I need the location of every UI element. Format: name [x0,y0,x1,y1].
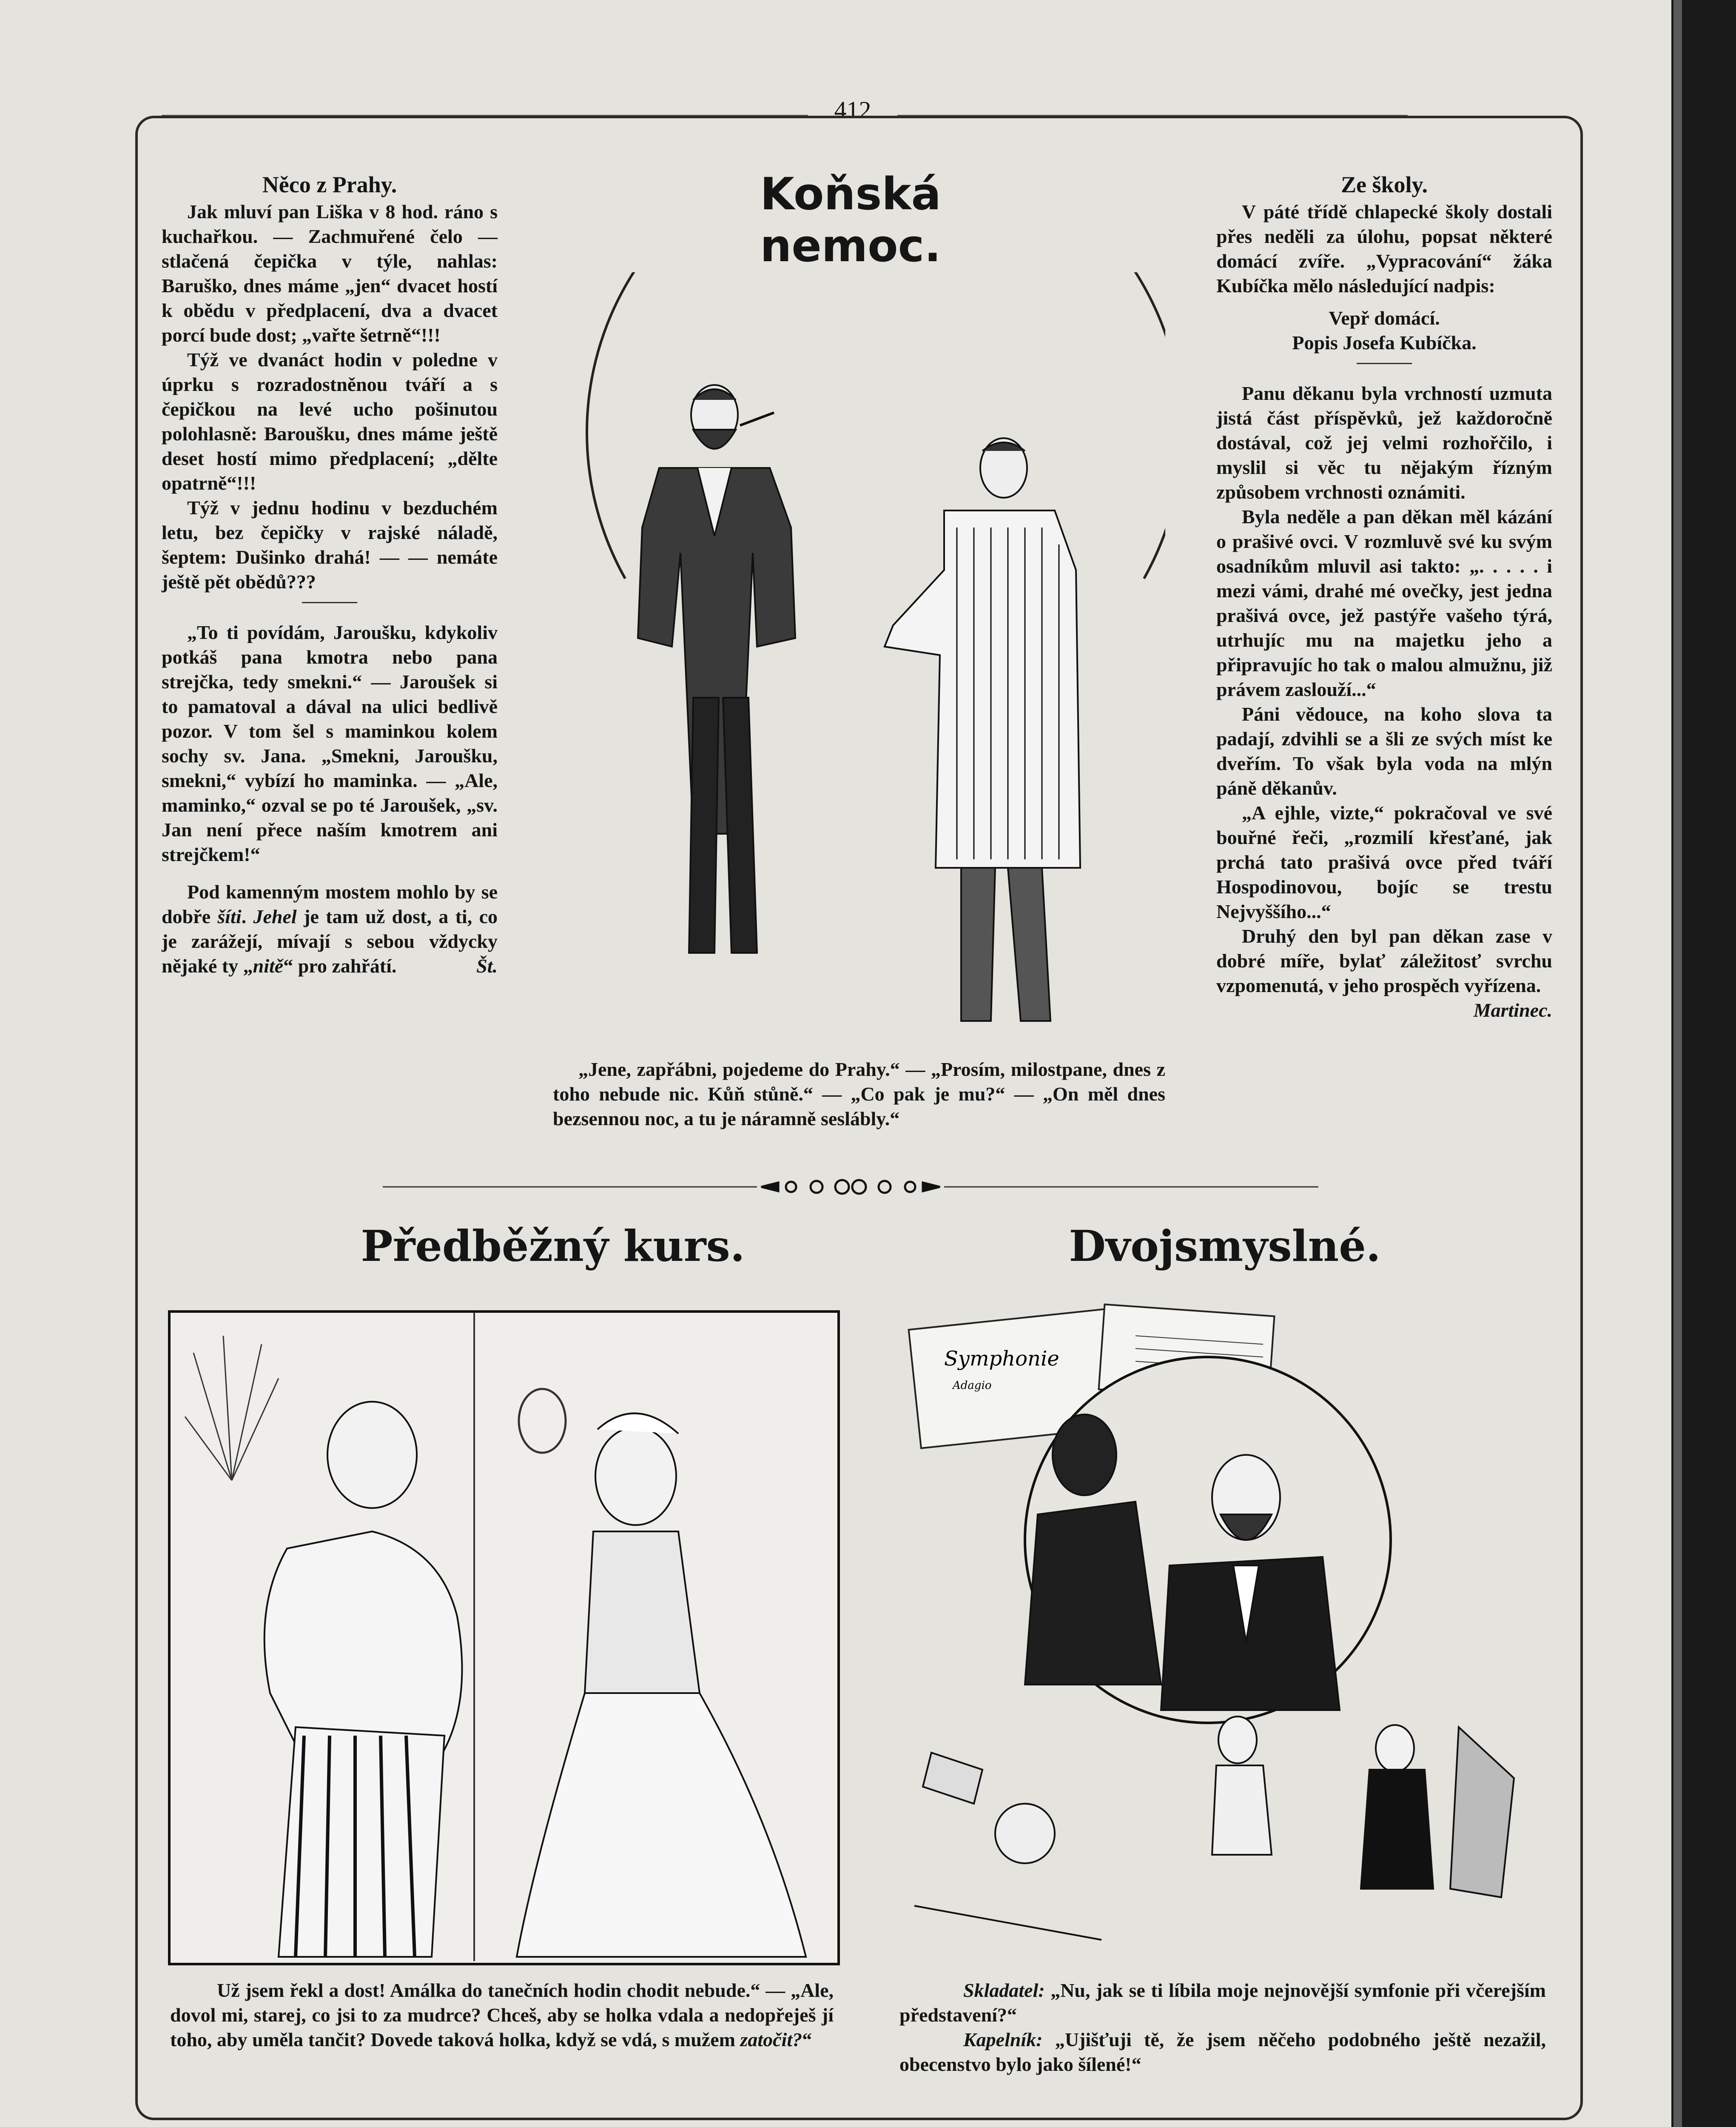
man-left [638,385,795,953]
right-paragraph: „A ejhle, vizte,“ pokračoval ve své bouřné řeči, „rozmilí křesťané, jak prchá tato prašivá ovce před tváří Hospodinovou, bojíc se trestu Nejvyššího...“ [1216,802,1552,922]
score-sublabel: Adagio [953,1379,992,1392]
bottom-right-caption [899,1978,1546,2077]
right-intro: V páté třídě chlapecké školy dostali přes neděli za úlohu, popsat některé domácí zvíře. „Vypracování“ žáka Kubíčka mělo následující nadpis: [1216,201,1552,297]
text-run: Už jsem řekl a dost! Amálka do tanečních hodin chodit nebude.“ — „Ale, dovol mi, starej, co jsi to za mudrce? Chceš, aby se holka vdala a nedopřeješ jí toho, aby uměla tančit? Dovede taková holka, když se vdá, s mužem [170,1979,834,2050]
text-run: “ pro zahřátí. [283,955,397,977]
dialog-line [899,1978,1546,2027]
essay-byline: Popis Josefa Kubíčka. [1292,332,1477,354]
center-title: Koňská nemoc. [760,168,941,272]
illustration-composer [897,1302,1548,1965]
speaker-label: Kapelník: [963,2029,1043,2050]
text-run: Druhý den byl pan děkan zase v dobré míře, bylať záležitosť svrchu vzpomenutá, v jeho prospěch vyřízena. [1216,925,1552,996]
score-label: Symphonie [944,1347,1059,1371]
left-paragraph: Jak mluví pan Liška v 8 hod. ráno s kuchařkou. — Zachmuřené čelo — stlačená čepička v týle, nahlas: Baruško, dnes máme „jen“ dvacet hostí k obědu v předplacení, dva a dvacet porcí bude dost; „vařte šetrně“!!! [162,201,498,346]
text-run: Pod kamenným mostem mohlo by se dobře [162,881,498,927]
right-paragraph [1216,924,1552,1021]
illustration-two-men [553,272,1165,1038]
text-run: je tam už dost, a ti, co je zarážejí, mívají s sebou vždycky nějaké ty „ [162,906,498,977]
illustration-couple [168,1310,840,1965]
right-column [1216,172,1552,1023]
page-number: 412 [834,96,871,124]
right-paragraph: Byla neděle a pan děkan měl kázání o prašivé ovci. V rozmluvě své ku svým osadníkům mluvil asi takto: „. . . . . i mezi vámi, drahé mé ovečky, jest jedna prašivá ovce, jež pastýře vašeho týrá, utrhujíc mu na majetku jeho a připravujíc ho tak o malou almužnu, již právem zaslouží...“ [1216,506,1552,700]
man-right [885,438,1080,1021]
separator-rule [1357,363,1412,364]
italic-run: šíti [217,906,242,927]
right-paragraph: Páni vědouce, na koho slova ta padají, zdvihli se a šli ze svých míst ke dveřím. To však byla voda na mlýn páně děkanův. [1216,703,1552,799]
left-paragraph: Týž v jednu hodinu v bezduchém letu, bez čepičky v rajské náladě, šeptem: Dušinko drahá! — — nemáte ještě pět obědů??? [162,497,498,593]
separator-rule [302,602,357,603]
dialog-line [899,2027,1546,2077]
text-run: “ [802,2029,812,2050]
right-heading: Ze školy. [1340,172,1428,197]
scan-edge-inner [1673,0,1682,2127]
bottom-right-title: Dvojsmyslné. [1069,1221,1381,1271]
left-heading: Něco z Prahy. [262,172,397,197]
center-caption: „Jene, zapřábni, pojedeme do Prahy.“ — „Prosím, milostpane, dnes z toho nebude nic. Kůň stůně.“ — „Co pak je mu?“ — „On měl dnes bezsennou noc, a tu je náramně seslábly.“ [553,1058,1165,1129]
right-paragraph: Panu děkanu byla vrchností uzmuta jistá část příspěvků, jež každoročně dostával, což jej velmi rozhořčilo, i myslil si věc tu nějakým řízným způsobem vrchnosti oznámiti. [1216,382,1552,503]
left-paragraph-bridge [162,880,498,978]
text-run: . [241,906,253,927]
text-run: „Nu, jak se ti líbila moje nejnovější symfonie při včerejším představení?“ [899,1979,1546,2026]
ornament-divider [383,1178,1318,1195]
speaker-label: Skladatel: [963,1979,1045,2001]
text-run: „Ujišťuji tě, že jsem něčeho podobného ještě nezažil, obecenstvo bylo jako šílené!“ [899,2029,1546,2075]
left-paragraph: „To ti povídám, Jaroušku, kdykoliv potkáš pana kmotra nebo pana strejčka, tedy smekni.“ — Jaroušek si to pamatoval a dával na ulici bedlivě pozor. V tom šel s maminkou kolem sochy sv. Jana. „Smekni, Jaroušku, smekni,“ vybízí ho maminka. — „Ale, maminko,“ ozval se po té Jaroušek, „sv. Jan není přece naším kmotrem ani strejčkem!“ [162,622,498,865]
author-signature: Št. [476,955,498,977]
italic-run: Jehel [253,906,297,927]
bottom-left-caption [170,1978,834,2052]
bottom-left-title: Předběžný kurs. [361,1221,745,1271]
author-signature: Martinec. [1473,999,1552,1021]
italic-run: nitě [253,955,284,977]
italic-run: zatočit? [740,2029,803,2050]
essay-title: Vepř domácí. [1329,307,1440,329]
left-paragraph: Týž ve dvanáct hodin v poledne v úprku s rozradostněnou tváří a s čepičkou na levé ucho pošinutou polohlasně: Baroušku, dnes máme ještě deset hostí mimo předplacení; „dělte opatrně“!!! [162,349,498,494]
left-column [162,172,498,978]
instruments-figures [914,1716,1514,1940]
